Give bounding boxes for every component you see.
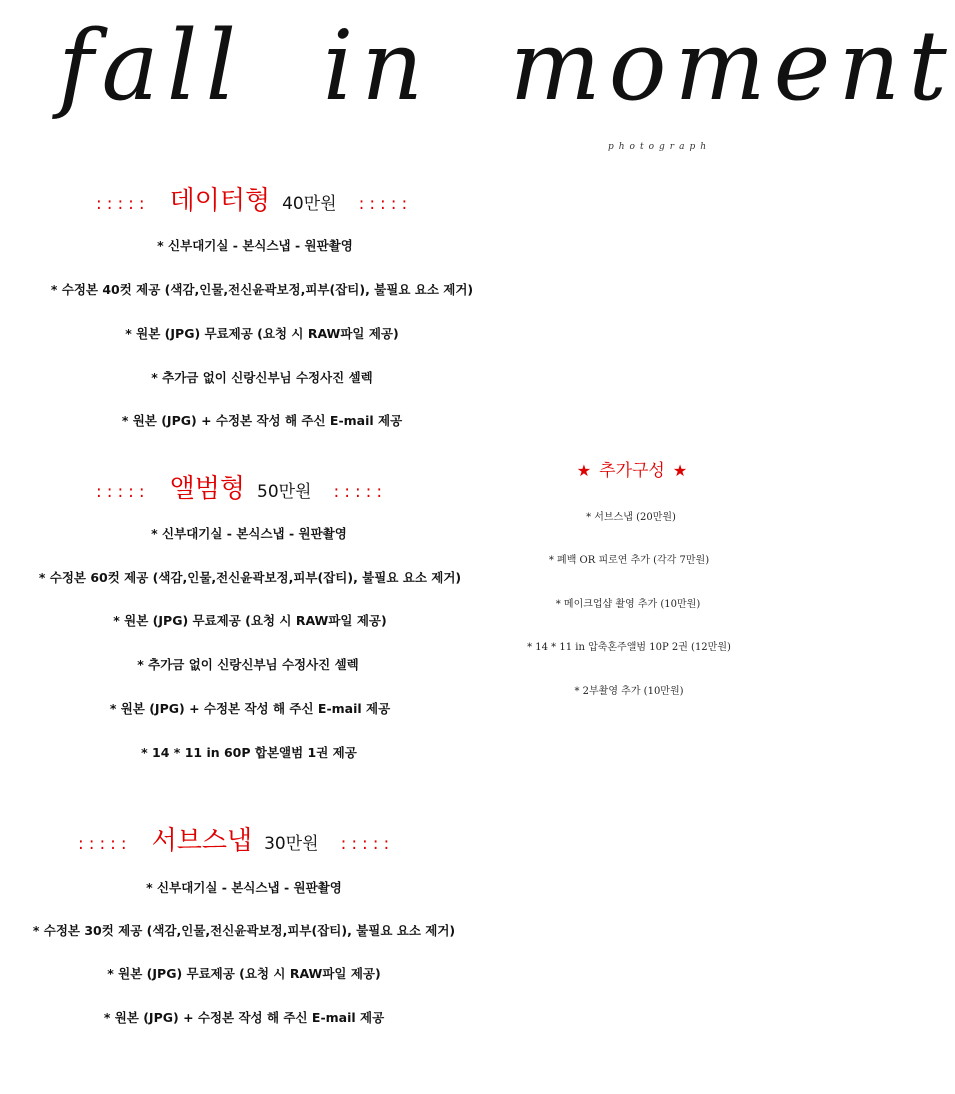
package-price: 30만원 [264,834,319,854]
package-item: * 원본 (JPG) 무료제공 (요청 시 RAW파일 제공) [125,326,399,341]
package-item: * 14 * 11 in 60P 합본앨범 1권 제공 [141,745,357,760]
package-title: 앨범형 [169,474,245,504]
decorative-dots-left: ::::: [78,834,132,854]
brand-logo: fall in moment [58,10,955,122]
star-icon: ★ [672,461,688,480]
extras-item: * 서브스냅 (20만원) [586,512,676,523]
extras-title: 추가구성 [599,461,665,481]
package-item: * 신부대기실 - 본식스냅 - 원판촬영 [146,880,342,895]
decorative-dots-left: ::::: [96,194,150,214]
package-heading-album [96,468,387,505]
package-item: * 원본 (JPG) 무료제공 (요청 시 RAW파일 제공) [113,613,387,628]
extras-item: * 폐백 OR 피로연 추가 (각각 7만원) [548,555,710,566]
brand-tagline: photograph [608,142,711,152]
decorative-dots-right: ::::: [358,194,413,214]
extras-heading [577,456,687,481]
package-item: * 원본 (JPG) + 수정본 작성 해 주신 E-mail 제공 [121,413,403,428]
extras-item: * 2부촬영 추가 (10만원) [574,686,684,697]
extras-item: * 14 * 11 in 압축혼주앨범 10P 2권 (12만원) [527,642,731,653]
star-icon: ★ [576,461,592,480]
package-item: * 신부대기실 - 본식스냅 - 원판촬영 [157,238,353,253]
package-item: * 원본 (JPG) 무료제공 (요청 시 RAW파일 제공) [107,966,381,981]
package-item: * 신부대기실 - 본식스냅 - 원판촬영 [151,526,347,541]
package-item: * 추가금 없이 신랑신부님 수정사진 셀렉 [151,370,373,385]
extras-item: * 메이크업샵 촬영 추가 (10만원) [555,599,701,610]
decorative-dots-left: ::::: [96,482,150,502]
package-heading-data [96,180,412,217]
decorative-dots-right: ::::: [333,482,388,502]
package-item: * 원본 (JPG) + 수정본 작성 해 주신 E-mail 제공 [103,1010,385,1025]
package-title: 데이터형 [169,186,271,216]
package-item: * 수정본 60컷 제공 (색감,인물,전신윤곽보정,피부(잡티), 불필요 요소 제거) [38,570,462,585]
package-heading-subsnap [78,820,394,857]
package-title: 서브스냅 [151,826,253,856]
package-item: * 추가금 없이 신랑신부님 수정사진 셀렉 [137,657,359,672]
decorative-dots-right: ::::: [340,834,395,854]
package-item: * 원본 (JPG) + 수정본 작성 해 주신 E-mail 제공 [109,701,391,716]
package-price: 40만원 [282,194,337,214]
package-price: 50만원 [257,482,312,502]
package-item: * 수정본 30컷 제공 (색감,인물,전신윤곽보정,피부(잡티), 불필요 요소 제거) [32,923,456,938]
package-item: * 수정본 40컷 제공 (색감,인물,전신윤곽보정,피부(잡티), 불필요 요소 제거) [50,282,474,297]
